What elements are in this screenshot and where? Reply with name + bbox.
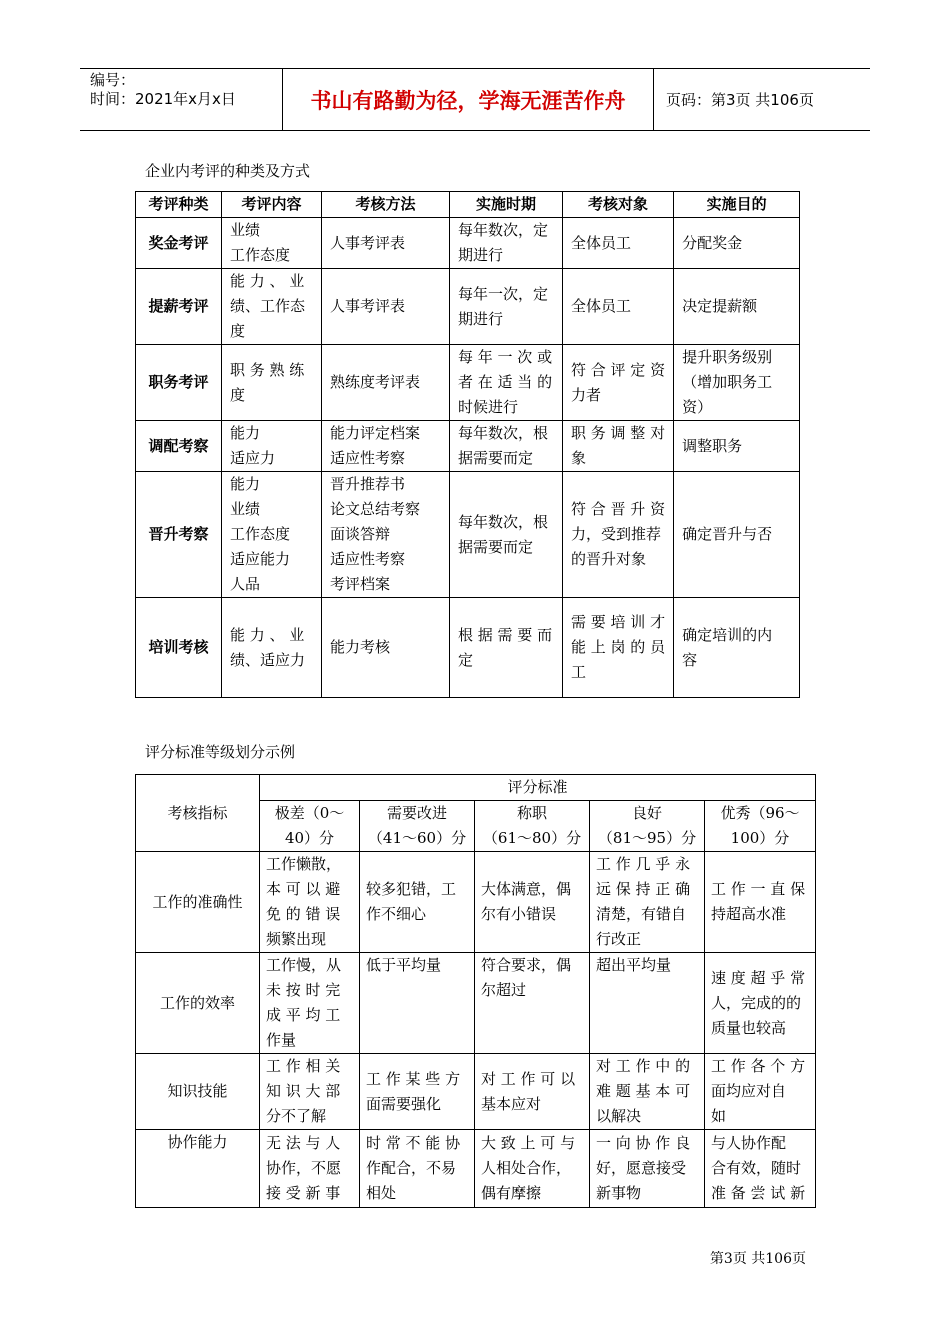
cell-line: 适应性考察 [330,550,406,568]
cell-line: 知 识 大 部 [266,1082,341,1100]
cell-line: 工作态度 [230,246,291,264]
cell-line: 作量 [266,1031,297,1049]
cell-line: 人事考评表 [330,233,406,252]
section1-title: 企业内考评的种类及方式 [145,162,311,180]
cell-content [222,598,322,698]
cell-method [322,598,450,698]
cell-line: 期进行 [458,246,504,264]
standard-cell [705,1054,816,1130]
column-header: 实施时期 [450,192,563,218]
cell-line: 能 力 、 业 [230,625,305,644]
cell-target [563,598,674,698]
cell-line: 适应能力 [230,550,291,568]
cell-line: 需 要 培 训 才 [571,613,666,631]
indicator-header: 考核指标 [136,775,260,852]
cell-line: 据需要而定 [458,537,534,556]
cell-line: 频繁出现 [266,930,327,948]
cell-line: 力者 [571,385,602,404]
cell-line: 资） [682,398,713,416]
table-row [136,598,800,698]
cell-method [322,269,450,345]
cell-line: 100）分 [730,829,790,847]
cell-line: 绩、工作态 [230,297,306,315]
cell-line: 面均应对自 [711,1082,787,1100]
cell-target [563,472,674,598]
level-header [705,801,816,852]
standard-cell [705,1130,816,1208]
cell-line: 提升职务级别 [682,348,773,366]
cell-content [222,269,322,345]
cell-line: 称职 [516,804,547,822]
cell-line: 根 据 需 要 而 [458,625,553,644]
table-row [136,421,800,472]
cell-line: 难 题 基 本 可 [596,1082,691,1100]
standard-cell [260,852,360,953]
cell-line: 质量也较高 [711,1018,787,1037]
standard-cell [260,1130,360,1208]
cell-period [450,472,563,598]
page-footer: 第3页 共106页 [709,1251,806,1267]
cell-line: 度 [230,322,246,340]
cell-line: 能力 [230,475,261,493]
cell-line: 偶有摩擦 [481,1184,542,1202]
standard-cell [475,1054,590,1130]
cell-line: 工 作 各 个 方 [711,1057,806,1075]
cell-line: 符 合 评 定 资 [571,360,666,379]
cell-period [450,218,563,269]
table-row [136,953,816,1054]
standard-cell [360,1054,475,1130]
cell-line: （增加职务工 [682,373,773,391]
level-header [475,801,590,852]
standard-cell [590,953,705,1054]
cell-line: 本 可 以 避 [266,880,341,898]
evaluation-kind: 培训考核 [136,598,222,698]
cell-line: 极差（0～ [274,804,345,822]
cell-purpose [674,598,800,698]
table-row [136,852,816,953]
evaluation-kind: 奖金考评 [136,218,222,269]
table-row [136,345,800,421]
table-header-row [136,775,816,801]
cell-line: 时候进行 [458,398,519,416]
cell-line: 超出平均量 [596,956,672,974]
cell-line: 象 [571,449,587,467]
cell-line: 基本应对 [481,1094,542,1113]
cell-line: 据需要而定 [458,449,534,467]
column-header: 考评种类 [136,192,222,218]
cell-line: 40）分 [284,829,335,847]
cell-line: 业绩 [230,221,261,239]
standard-cell [360,953,475,1054]
table-row [136,472,800,598]
cell-content [222,218,322,269]
standard-cell [705,953,816,1054]
cell-line: 行改正 [596,930,642,948]
cell-line: 无 法 与 人 [266,1134,341,1152]
standard-cell [260,953,360,1054]
indicator-name: 知识技能 [136,1054,260,1130]
cell-line: 能力评定档案 [330,424,421,442]
cell-line: 人事考评表 [330,297,406,315]
cell-line: 符 合 晋 升 资 [571,500,666,518]
cell-line: 工 作 相 关 [266,1057,341,1075]
level-header [260,801,360,852]
cell-line: 速 度 超 乎 常 [711,968,806,987]
cell-line: 工作态度 [230,525,291,543]
cell-line: 工作慢，从 [266,956,342,974]
cell-line: 人，完成的的 [711,993,802,1012]
standard-cell [360,1130,475,1208]
cell-line: 能力考核 [330,638,391,656]
level-header [590,801,705,852]
cell-content [222,345,322,421]
cell-line: 度 [230,385,246,404]
cell-line: 调整职务 [682,436,743,455]
cell-line: 能 上 岗 的 员 [571,638,666,656]
cell-line: 适应力 [230,449,276,467]
cell-line: 力，受到推荐 [571,525,662,543]
cell-line: 一 向 协 作 良 [596,1134,691,1152]
evaluation-kind: 调配考察 [136,421,222,472]
cell-period [450,421,563,472]
cell-line: 每年一次，定 [458,284,549,303]
cell-line: 分配奖金 [682,233,743,252]
cell-line: 工作懒散， [266,855,342,873]
cell-line: 每年数次，根 [458,512,549,531]
cell-line: 期进行 [458,309,504,328]
cell-line: 成 平 均 工 [266,1006,341,1024]
cell-line: 面谈答辩 [330,525,391,543]
cell-line: 熟练度考评表 [330,373,421,391]
time-label: 时间：2021年x月x日 [90,90,236,108]
cell-line: 绩、适应力 [230,650,306,669]
cell-line: 面需要强化 [366,1094,442,1113]
cell-line: 持超高水准 [711,905,787,923]
cell-line: 对 工 作 中 的 [596,1057,691,1075]
standard-cell [475,1130,590,1208]
cell-line: 需要改进 [386,804,447,822]
cell-line: 者 在 适 当 的 [458,373,553,391]
standard-cell [590,1130,705,1208]
cell-line: 每 年 一 次 或 [458,348,553,366]
cell-line: 以解决 [596,1107,642,1125]
table-row [136,269,800,345]
evaluation-types-table [135,191,800,698]
cell-line: 每年数次，根 [458,424,549,442]
cell-line: 相处 [366,1184,397,1202]
cell-line: 好，愿意接受 [596,1159,687,1177]
cell-line: 合有效，随时 [711,1159,802,1177]
cell-line: 定 [458,650,474,669]
cell-content [222,421,322,472]
cell-line: 符合要求，偶 [481,956,572,974]
cell-line: （41～60）分 [367,829,467,847]
cell-line: 晋升推荐书 [330,475,406,493]
cell-line: 容 [682,650,698,669]
cell-line: （61～80）分 [482,829,582,847]
cell-line: 的晋升对象 [571,550,647,568]
cell-purpose [674,269,800,345]
cell-line: 工 作 某 些 方 [366,1069,461,1088]
cell-period [450,598,563,698]
cell-line: 对 工 作 可 以 [481,1069,576,1088]
standard-cell [590,852,705,953]
evaluation-kind: 职务考评 [136,345,222,421]
scoring-standard-table [135,774,816,1208]
cell-line: 免 的 错 误 [266,905,341,923]
cell-line: （81～95）分 [597,829,697,847]
column-header: 考核方法 [322,192,450,218]
cell-line: 全体员工 [571,233,632,252]
standard-header: 评分标准 [260,775,816,801]
cell-line: 工 作 几 乎 永 [596,855,691,873]
standard-cell [475,953,590,1054]
table-row [136,1130,816,1208]
cell-line: 人品 [230,575,261,593]
indicator-name: 工作的效率 [136,953,260,1054]
cell-line: 职 务 调 整 对 [571,424,666,442]
cell-line: 清楚，有错自 [596,905,687,923]
standard-cell [360,852,475,953]
cell-line: 尔有小错误 [481,905,557,923]
cell-line: 能 力 、 业 [230,272,305,290]
indicator-name: 协作能力 [136,1130,260,1208]
indicator-name: 工作的准确性 [136,852,260,953]
standard-cell [260,1054,360,1130]
evaluation-kind: 晋升考察 [136,472,222,598]
cell-line: 工 作 一 直 保 [711,880,806,898]
level-header [360,801,475,852]
cell-target [563,345,674,421]
cell-line: 人相处合作， [481,1159,572,1177]
number-label: 编号： [90,71,136,89]
header-meta [80,69,282,130]
cell-target [563,269,674,345]
header-page-info: 页码：第3页 共106页 [666,91,814,109]
cell-period [450,345,563,421]
cell-line: 全体员工 [571,297,632,315]
table-header-row [136,192,800,218]
cell-line: 职 务 熟 练 [230,360,305,379]
cell-method [322,421,450,472]
cell-line: 接 受 新 事 [266,1184,341,1202]
cell-line: 优秀（96～ [720,804,800,822]
header-motto: 书山有路勤为径，学海无涯苦作舟 [282,69,654,130]
cell-line: 与人协作配 [711,1134,787,1152]
table-row [136,218,800,269]
cell-line: 作配合，不易 [366,1159,457,1177]
evaluation-kind: 提薪考评 [136,269,222,345]
cell-target [563,218,674,269]
cell-line: 确定晋升与否 [682,525,773,543]
cell-line: 适应性考察 [330,449,406,467]
cell-line: 低于平均量 [366,956,442,974]
table-row [136,1054,816,1130]
cell-line: 尔超过 [481,981,527,999]
cell-purpose [674,421,800,472]
cell-line: 未 按 时 完 [266,981,341,999]
cell-line: 良好 [631,804,662,822]
cell-line: 能力 [230,424,261,442]
cell-line: 确定培训的内 [682,625,773,644]
cell-purpose [674,218,800,269]
cell-line: 工 [571,663,587,681]
column-header: 实施目的 [674,192,800,218]
cell-line: 新事物 [596,1184,642,1202]
cell-line: 大 致 上 可 与 [481,1134,576,1152]
cell-purpose [674,345,800,421]
cell-method [322,472,450,598]
cell-line: 时 常 不 能 协 [366,1134,461,1152]
cell-line: 每年数次，定 [458,221,549,239]
standard-cell [590,1054,705,1130]
cell-line: 协作，不愿 [266,1159,342,1177]
column-header: 考核对象 [563,192,674,218]
cell-line: 论文总结考察 [330,500,421,518]
cell-line: 大体满意，偶 [481,880,572,898]
cell-line: 业绩 [230,500,261,518]
cell-method [322,345,450,421]
page-header [80,68,870,131]
cell-line: 分不了解 [266,1107,327,1125]
column-header: 考评内容 [222,192,322,218]
cell-line: 准 备 尝 试 新 [711,1184,806,1202]
cell-line: 远 保 持 正 确 [596,880,691,898]
cell-line: 如 [711,1107,727,1125]
section2-title: 评分标准等级划分示例 [145,743,296,761]
cell-content [222,472,322,598]
cell-target [563,421,674,472]
cell-purpose [674,472,800,598]
cell-line: 考评档案 [330,575,391,593]
cell-period [450,269,563,345]
cell-line: 较多犯错，工 [366,880,457,898]
standard-cell [705,852,816,953]
standard-cell [475,852,590,953]
cell-method [322,218,450,269]
cell-line: 决定提薪额 [682,297,758,315]
cell-line: 作不细心 [366,905,427,923]
